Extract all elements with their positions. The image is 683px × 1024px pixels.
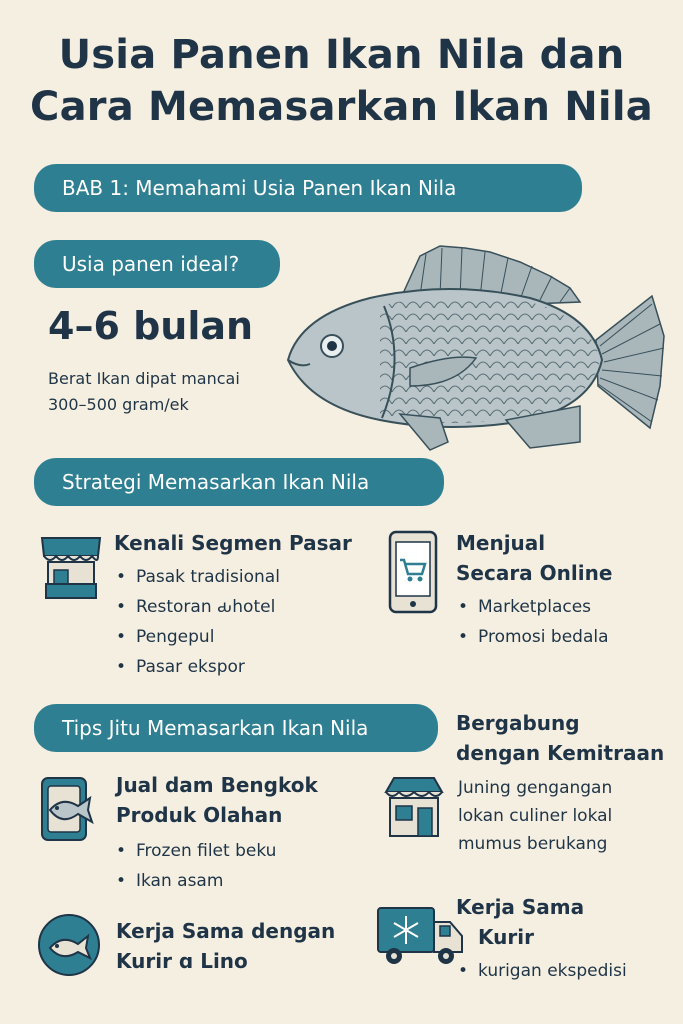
usia-value: 4–6 bulan [48, 304, 254, 348]
olahan-heading-line-2: Produk Olahan [116, 803, 283, 827]
kurir-lino-heading-line-1: Kerja Sama dengan [116, 919, 336, 943]
fish-circle-icon [36, 912, 102, 978]
kemitraan-line-1: Juning gengangan [458, 778, 613, 798]
segmen-heading: Kenali Segmen Pasar [114, 531, 352, 555]
list-item: • Pasak tradisional [116, 562, 280, 592]
kurir-heading-line-2: Kurir [478, 925, 534, 949]
list-item: • Frozen filet beku [116, 836, 276, 866]
kurir-lino-heading-line-2: Kurir ɑ Lino [116, 949, 248, 973]
list-item: • Restoran ԃhotel [116, 592, 280, 622]
list-item: • Ikan asam [116, 866, 276, 896]
tips-banner [34, 704, 438, 752]
usia-desc-line-1: Berat Ikan dipat mancai [48, 369, 240, 388]
olahan-list [116, 836, 276, 896]
fish-package-icon [38, 774, 100, 844]
strategi-banner [34, 458, 444, 506]
list-item: • kurigan ekspedisi [458, 956, 627, 986]
online-heading-line-1: Menjual [456, 531, 546, 555]
freezer-truck-icon [376, 904, 466, 970]
market-stall-icon [38, 532, 104, 602]
kemitraan-line-2: lokan culiner lokal [458, 806, 613, 826]
list-item: • Promosi bedala [458, 622, 609, 652]
kurir-list [458, 956, 627, 986]
usia-desc-line-2: 300–500 gram/ek [48, 395, 189, 414]
kemitraan-heading-line-2: dengan Kemitraan [456, 741, 665, 765]
segmen-list [116, 562, 280, 682]
usia-question-label: Usia panen ideal? [62, 252, 240, 276]
bab1-label: BAB 1: Memahami Usia Panen Ikan Nila [62, 176, 457, 200]
smartphone-cart-icon [386, 530, 440, 614]
shop-icon [382, 774, 446, 840]
olahan-heading-line-1: Jual dam Bengkok [116, 773, 318, 797]
kemitraan-line-3: mumus berukang [458, 834, 608, 854]
strategi-label: Strategi Memasarkan Ikan Nila [62, 470, 370, 494]
tips-label: Tips Jitu Memasarkan Ikan Nila [62, 716, 369, 740]
usia-question-pill [34, 240, 280, 288]
online-list [458, 592, 609, 652]
bab1-banner [34, 164, 582, 212]
tilapia-fish-illustration [280, 236, 670, 458]
list-item: • Pengepul [116, 622, 280, 652]
page-title-line-2: Cara Memasarkan Ikan Nila [30, 84, 653, 130]
online-heading-line-2: Secara Online [456, 561, 613, 585]
page-title-line-1: Usia Panen Ikan Nila dan [58, 32, 625, 78]
kemitraan-heading-line-1: Bergabung [456, 711, 580, 735]
list-item: • Marketplaces [458, 592, 609, 622]
kurir-heading-line-1: Kerja Sama [456, 895, 585, 919]
list-item: • Pasar ekspor [116, 652, 280, 682]
